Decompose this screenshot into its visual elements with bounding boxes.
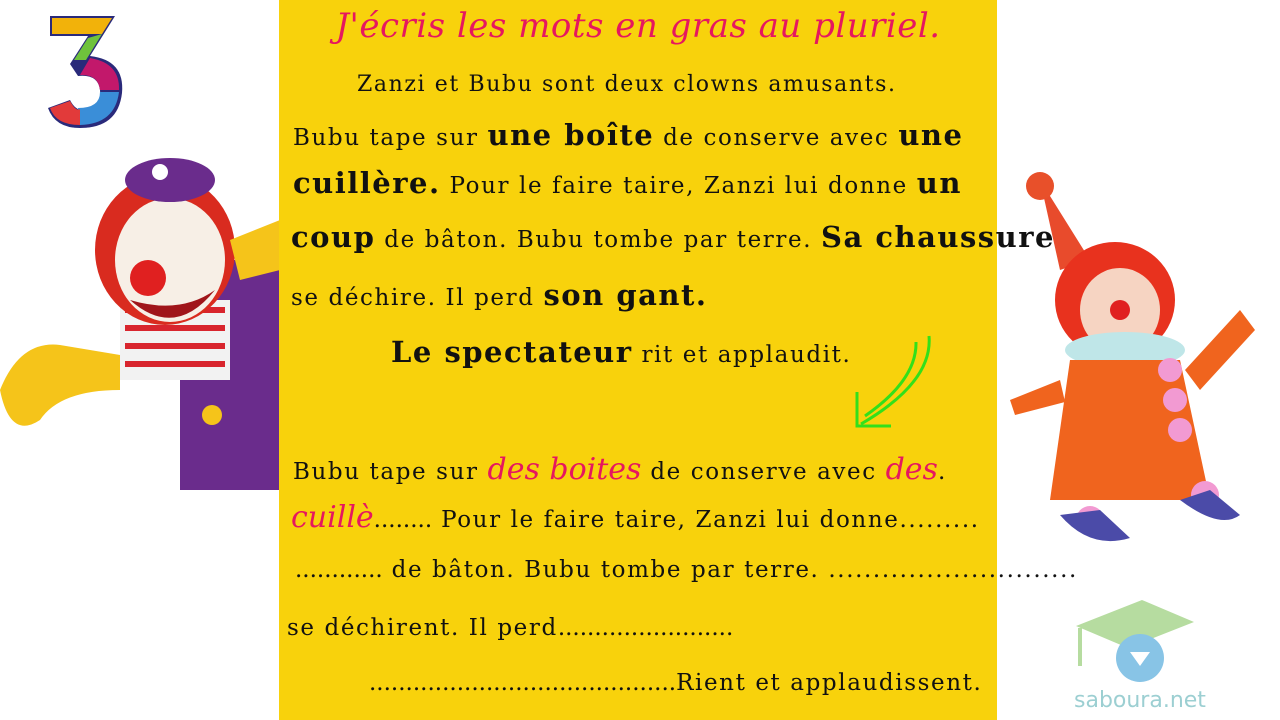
source-text: Pour le faire taire, Zanzi lui donne xyxy=(440,173,917,199)
graduation-cap-logo-icon xyxy=(1072,596,1196,688)
bold-word: une boîte xyxy=(487,118,655,152)
answer-text: Rient et applaudissent. xyxy=(676,670,983,696)
answer-text: se déchirent. Il perd xyxy=(287,615,558,641)
answer-line-2 xyxy=(291,500,980,535)
source-line-3 xyxy=(293,166,962,200)
blank-dots: .......................................... xyxy=(369,670,677,696)
source-text: de conserve avec xyxy=(654,125,899,151)
blank-dots: ........................ xyxy=(557,615,734,641)
bold-word: une xyxy=(898,118,964,152)
exercise-panel xyxy=(279,0,1078,720)
answer-line-4 xyxy=(287,615,733,641)
answer-fill: des xyxy=(885,452,938,487)
source-text: se déchire. Il perd xyxy=(291,285,544,311)
source-line-5 xyxy=(291,278,707,312)
source-line-4 xyxy=(291,220,1055,254)
answer-line-5 xyxy=(369,670,982,696)
blank-dots: . xyxy=(937,459,946,485)
answer-text: Pour le faire taire, Zanzi lui donne......... xyxy=(432,507,980,533)
answer-text: de conserve avec xyxy=(641,459,886,485)
bold-word: Sa chaussure xyxy=(821,220,1055,254)
site-name: saboura.net xyxy=(1074,688,1206,713)
answer-line-3 xyxy=(295,557,1078,583)
source-line-1: Zanzi et Bubu sont deux clowns amusants. xyxy=(357,72,897,97)
green-arrow-icon xyxy=(851,332,941,432)
answer-text: de bâton. Bubu tombe par terre. ............................ xyxy=(382,557,1078,583)
bold-word: cuillère. xyxy=(293,166,441,200)
left-clown-image xyxy=(0,140,280,490)
source-line-6 xyxy=(391,335,851,369)
blank-dots: ........ xyxy=(373,507,433,533)
source-line-2 xyxy=(293,118,963,152)
bold-word: coup xyxy=(291,220,376,254)
exercise-number-icon xyxy=(40,8,130,133)
answer-line-1 xyxy=(293,452,945,487)
bold-word: son gant. xyxy=(543,278,708,312)
blank-dots: ............ xyxy=(295,557,383,583)
answer-text: Bubu tape sur xyxy=(293,459,488,485)
answer-fill: des boites xyxy=(487,452,642,487)
source-text: de bâton. Bubu tombe par terre. xyxy=(375,227,822,253)
bold-word: Le spectateur xyxy=(391,335,633,369)
source-text: Bubu tape sur xyxy=(293,125,488,151)
exercise-number: 3 xyxy=(40,8,41,9)
exercise-title: J'écris les mots en gras au pluriel. xyxy=(335,6,941,46)
answer-fill: cuillè xyxy=(291,500,374,535)
source-text: rit et applaudit. xyxy=(632,342,852,368)
bold-word: un xyxy=(916,166,962,200)
